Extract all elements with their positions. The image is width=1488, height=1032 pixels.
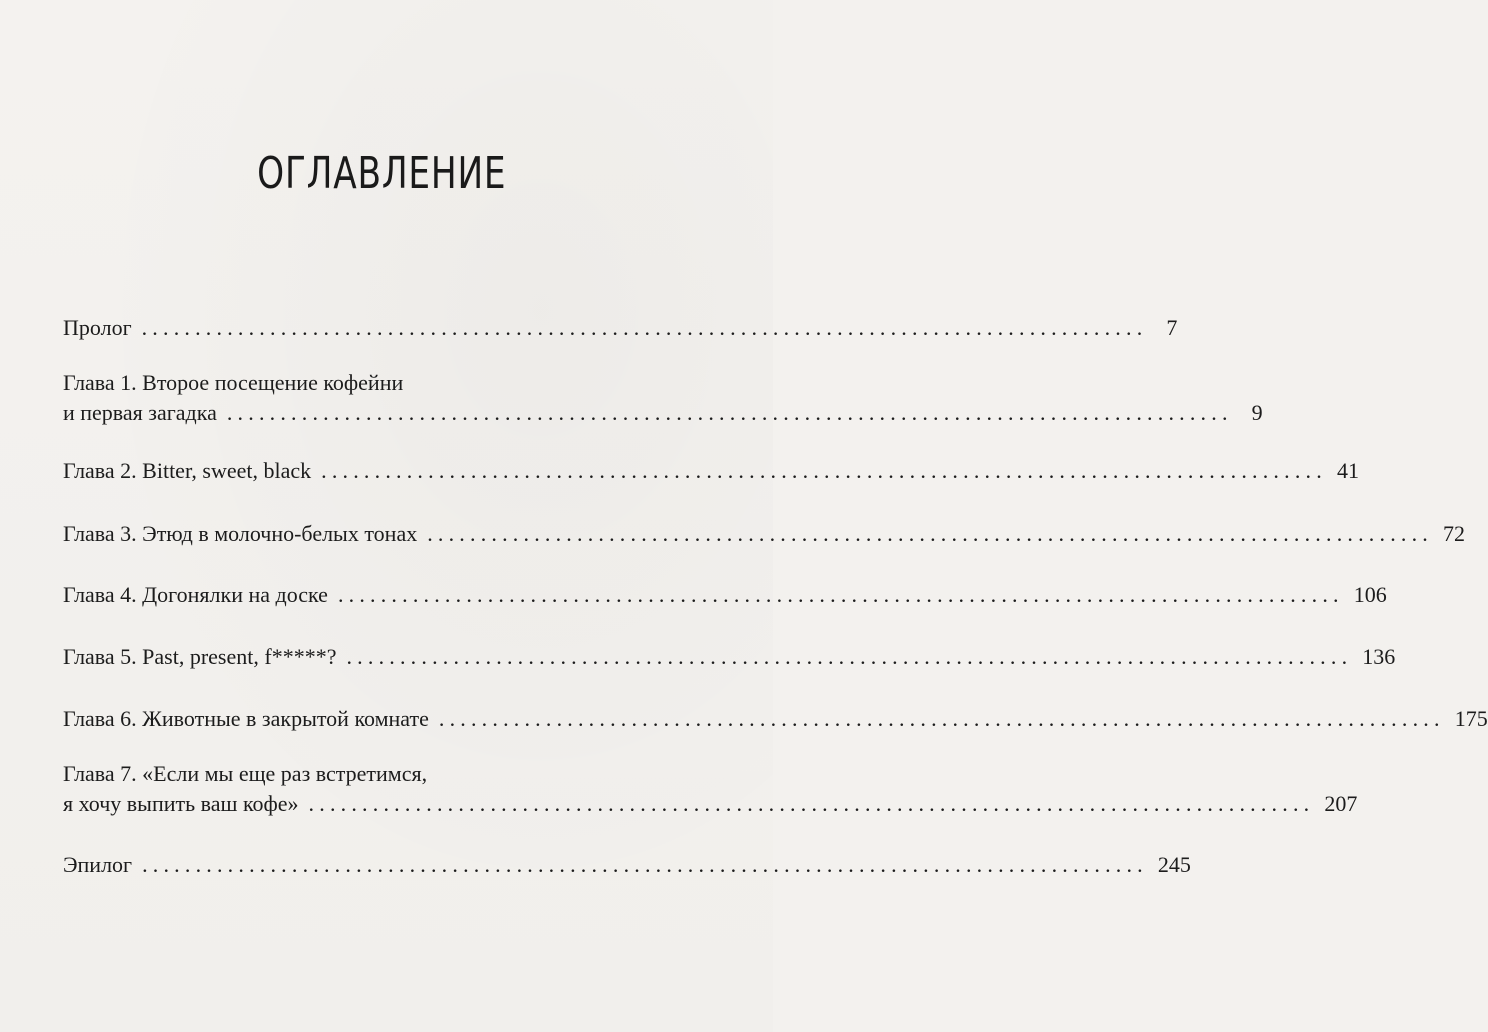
toc-entry-page: 175 [1454,706,1488,731]
toc-entry-chapter-7[interactable] [63,759,1358,819]
toc-entry-page: 41 [1336,458,1359,483]
toc-entry-page: 245 [1157,852,1191,877]
toc-entry-title: Глава 4. Догонялки на доске [63,582,328,607]
toc-entry-prologue[interactable] [63,313,1178,343]
dot-leader: .............................................................................................. [142,852,1148,877]
toc-entry-title: Глава 6. Животные в закрытой комнате [63,706,429,731]
toc-entry-title: Эпилог [63,852,133,877]
toc-entry-title: Глава 2. Bitter, sweet, black [63,458,312,483]
toc-entry-page: 72 [1443,521,1466,546]
toc-entry-title: Глава 3. Этюд в молочно-белых тонах [63,521,418,546]
toc-entry-page: 9 [1251,400,1263,425]
dot-leader: .............................................................................................. [337,582,1344,607]
toc-entry-chapter-2[interactable] [63,456,1359,486]
toc-entry-chapter-4[interactable] [63,580,1387,610]
toc-heading: ОГЛАВЛЕНИЕ [257,148,507,199]
dot-leader: .............................................................................................. [226,400,1233,425]
dot-leader: .............................................................................................. [308,791,1315,816]
toc-entry-page: 106 [1353,582,1387,607]
toc-entry-title: я хочу выпить ваш кофе» [63,791,299,816]
toc-entry-chapter-3[interactable] [63,519,1466,549]
toc-entry-epilogue[interactable] [63,850,1191,880]
toc-entry-title: Глава 5. Past, present, f*****? [63,644,337,669]
toc-entry-title: и первая загадка [63,400,217,425]
dot-leader: .............................................................................................. [427,521,1434,546]
dot-leader: .............................................................................................. [438,706,1445,731]
dot-leader: .............................................................................................. [141,315,1148,340]
dot-leader: .............................................................................................. [321,458,1327,483]
dot-leader: .............................................................................................. [346,644,1353,669]
toc-entry-title-line1: Глава 1. Второе посещение кофейни [63,370,404,395]
toc-entry-page: 136 [1362,644,1396,669]
toc-entry-title-line1: Глава 7. «Если мы еще раз встретимся, [63,761,428,786]
toc-entry-chapter-5[interactable] [63,642,1396,672]
toc-entry-page: 207 [1324,791,1358,816]
toc-entry-chapter-1[interactable] [63,368,1263,428]
toc-entry-chapter-6[interactable] [63,704,1488,734]
toc-entry-title: Пролог [63,315,132,340]
toc-entry-page: 7 [1166,315,1178,340]
